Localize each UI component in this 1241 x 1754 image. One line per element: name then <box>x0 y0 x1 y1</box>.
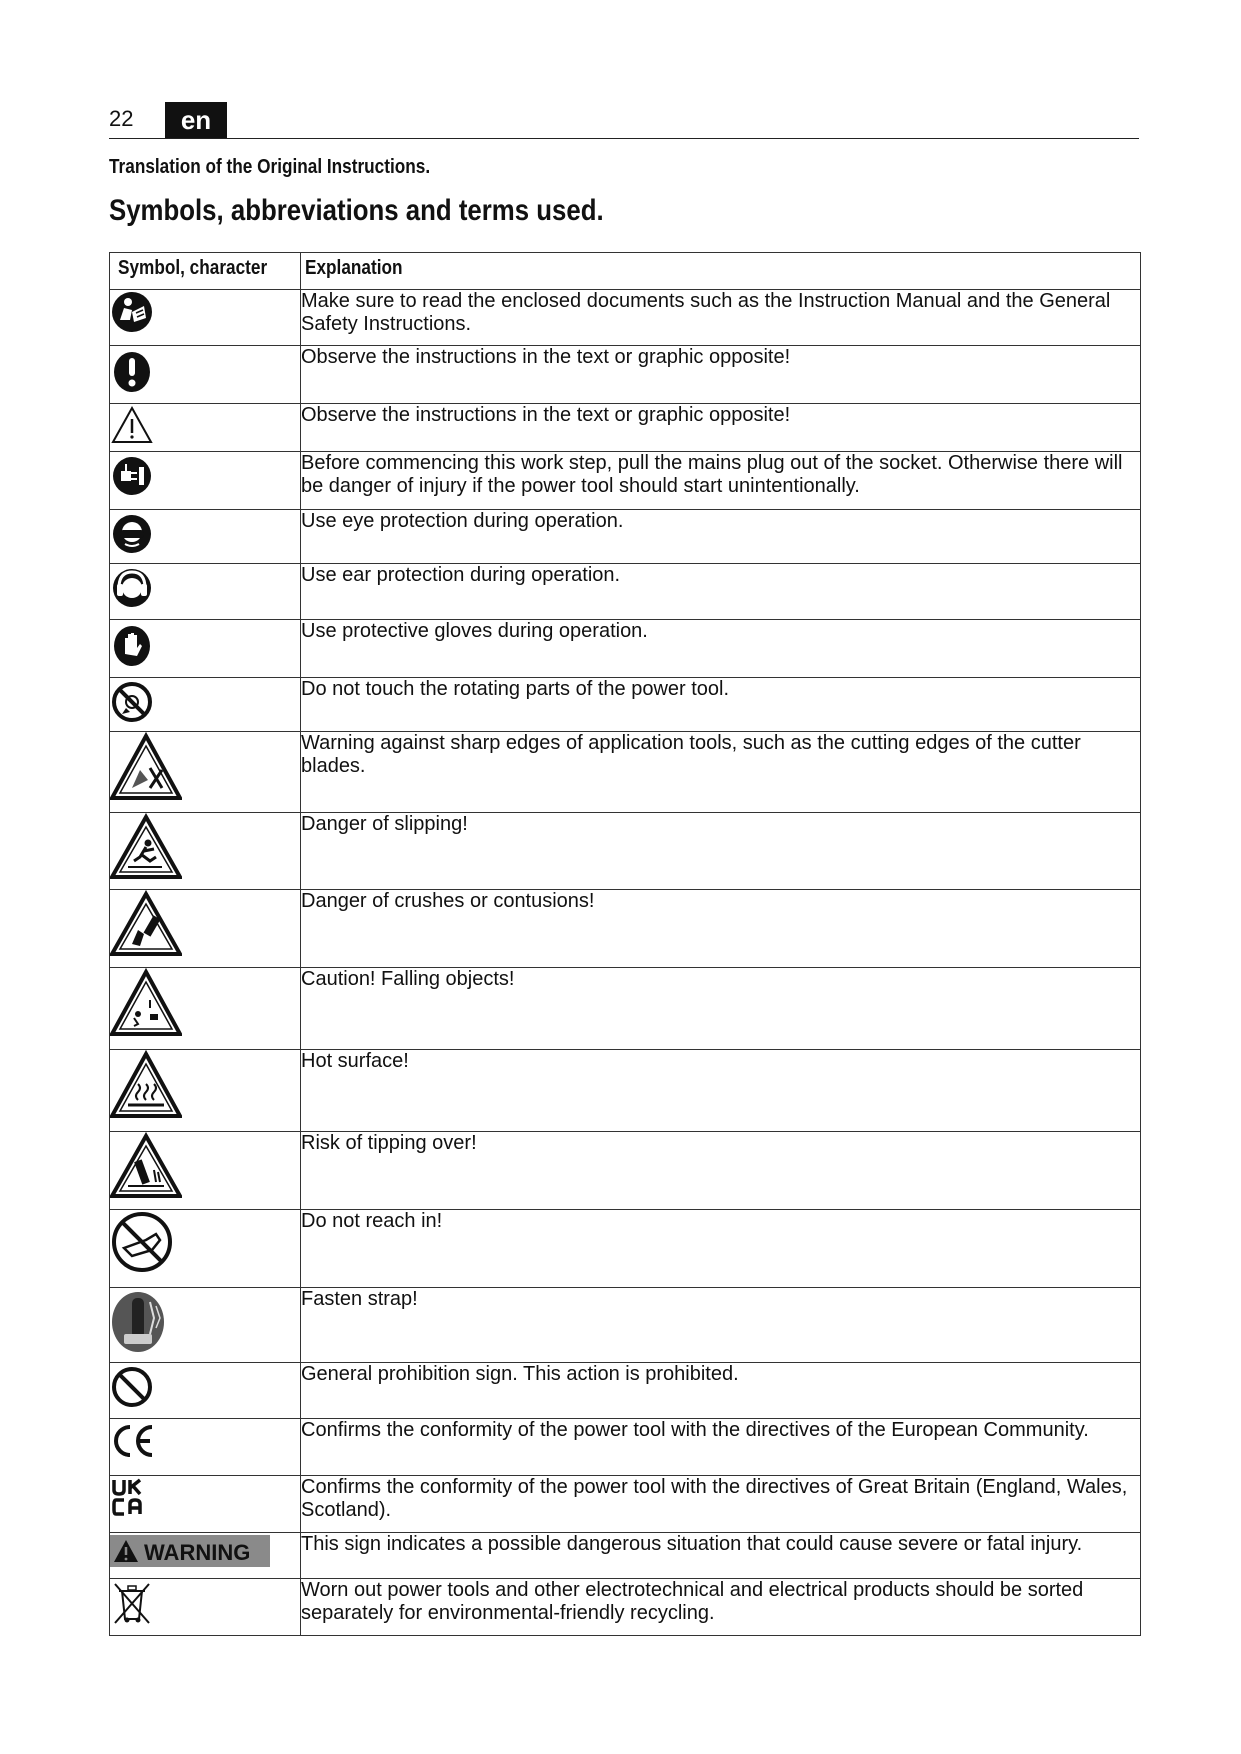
warning-triangle-icon <box>110 404 154 446</box>
unplug-mains-icon <box>110 452 154 498</box>
explanation-text: Fasten strap! <box>301 1288 1141 1363</box>
table-row <box>110 510 1141 564</box>
weee-bin-icon <box>110 1579 154 1625</box>
exclamation-mandatory-icon <box>110 346 154 394</box>
fasten-strap-icon <box>110 1288 170 1354</box>
crush-icon <box>110 890 182 958</box>
explanation-text: Worn out power tools and other electrotechnical and electrical products should be sorted separately for environmental-friendly recycling. <box>301 1579 1141 1636</box>
table-row <box>110 1288 1141 1363</box>
sharp-edges-icon <box>110 732 182 802</box>
explanation-text: Caution! Falling objects! <box>301 968 1141 1050</box>
table-row <box>110 290 1141 346</box>
tipping-over-icon <box>110 1132 182 1200</box>
explanation-text: Use eye protection during operation. <box>301 510 1141 564</box>
table-row <box>110 1533 1141 1579</box>
hot-surface-icon <box>110 1050 182 1120</box>
explanation-text: Do not touch the rotating parts of the power tool. <box>301 678 1141 732</box>
explanation-text: Before commencing this work step, pull the mains plug out of the socket. Otherwise there will be danger of injury if the power tool should start unintentionally. <box>301 452 1141 510</box>
read-manual-icon <box>110 290 154 334</box>
page-number: 22 <box>109 106 134 131</box>
explanation-text: Make sure to read the enclosed documents such as the Instruction Manual and the General Safety Instructions. <box>301 290 1141 346</box>
column-header-symbol: Symbol, character <box>110 253 301 290</box>
gloves-icon <box>110 620 154 668</box>
explanation-text: Danger of crushes or contusions! <box>301 890 1141 968</box>
eye-protection-icon <box>110 510 154 556</box>
symbols-table <box>109 252 1141 1636</box>
table-row <box>110 1210 1141 1288</box>
table-row <box>110 1050 1141 1132</box>
explanation-text: Confirms the conformity of the power tool with the directives of the European Community. <box>301 1419 1141 1476</box>
explanation-text: Use protective gloves during operation. <box>301 620 1141 678</box>
explanation-text: Warning against sharp edges of application tools, such as the cutting edges of the cutter blades. <box>301 732 1141 813</box>
table-row <box>110 346 1141 404</box>
ear-protection-icon <box>110 564 154 610</box>
table-row <box>110 678 1141 732</box>
explanation-text: General prohibition sign. This action is prohibited. <box>301 1363 1141 1419</box>
explanation-text: Observe the instructions in the text or graphic opposite! <box>301 346 1141 404</box>
table-row <box>110 968 1141 1050</box>
language-badge: en <box>165 102 227 138</box>
table-row <box>110 452 1141 510</box>
table-row <box>110 1419 1141 1476</box>
page-title: Symbols, abbreviations and terms used. <box>109 194 604 227</box>
table-row <box>110 1363 1141 1419</box>
slipping-icon <box>110 813 182 881</box>
table-header-row <box>110 253 1141 290</box>
table-row <box>110 620 1141 678</box>
table-row <box>110 1476 1141 1533</box>
table-row <box>110 1132 1141 1210</box>
explanation-text: Hot surface! <box>301 1050 1141 1132</box>
explanation-text: This sign indicates a possible dangerous situation that could cause severe or fatal injury. <box>301 1533 1141 1579</box>
explanation-text: Danger of slipping! <box>301 813 1141 890</box>
prohibition-icon <box>110 1363 154 1409</box>
no-touch-rotating-icon <box>110 678 154 724</box>
table-row <box>110 813 1141 890</box>
warning-label-icon <box>110 1533 270 1569</box>
explanation-text: Use ear protection during operation. <box>301 564 1141 620</box>
table-row <box>110 564 1141 620</box>
no-reach-in-icon <box>110 1210 174 1274</box>
ce-mark-icon <box>110 1419 158 1463</box>
explanation-text: Do not reach in! <box>301 1210 1141 1288</box>
table-row <box>110 890 1141 968</box>
explanation-text: Risk of tipping over! <box>301 1132 1141 1210</box>
explanation-text: Observe the instructions in the text or graphic opposite! <box>301 404 1141 452</box>
falling-objects-icon <box>110 968 182 1038</box>
page-header <box>109 100 1139 139</box>
ukca-mark-icon <box>110 1476 150 1520</box>
table-row <box>110 732 1141 813</box>
table-row <box>110 404 1141 452</box>
document-subtitle: Translation of the Original Instructions. <box>109 156 431 178</box>
explanation-text: Confirms the conformity of the power tool with the directives of Great Britain (England, Wales, Scotland). <box>301 1476 1141 1533</box>
table-row <box>110 1579 1141 1636</box>
warning-label-text: WARNING <box>144 1540 251 1565</box>
column-header-explanation: Explanation <box>301 253 1141 290</box>
